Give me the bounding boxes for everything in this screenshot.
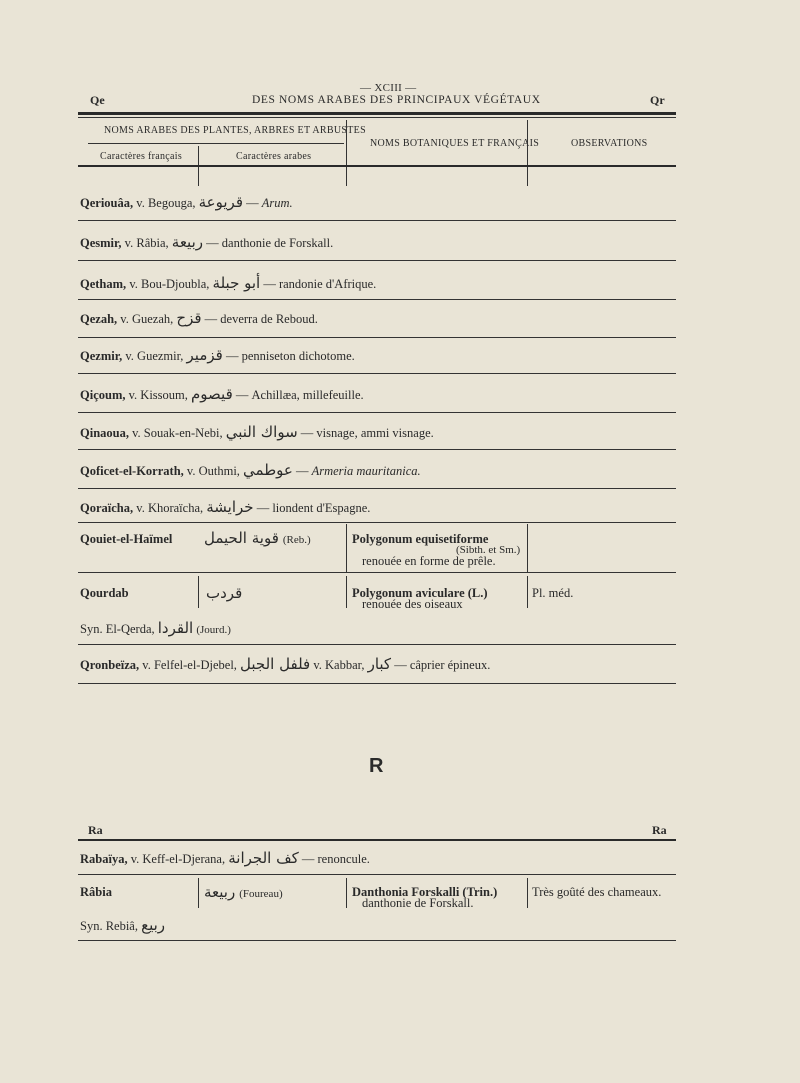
- entry-qetham: [80, 274, 376, 292]
- entry-french: — câprier épineux.: [394, 658, 491, 672]
- entry-rule: [78, 874, 676, 875]
- entry-arabic: ربيعة: [171, 233, 204, 251]
- col-head-observations: OBSERVATIONS: [571, 138, 648, 149]
- entry-rule: [78, 220, 676, 221]
- col-head-french-chars: Caractères français: [100, 151, 183, 162]
- entry-rule: [78, 299, 676, 300]
- entry-name: Qezmir,: [80, 349, 123, 363]
- entry-french: — renoncule.: [301, 852, 370, 866]
- entry-qezmir: [80, 346, 355, 364]
- col-head-arab-names: NOMS ARABES DES PLANTES, ARBRES ET ARBUSTES: [104, 125, 366, 136]
- entry-arabic: كف الجرانة: [228, 849, 299, 867]
- entry-arabic-cell: [204, 883, 283, 902]
- entry-ref: v. Râbia,: [124, 236, 169, 250]
- entry-ref: v. Kabbar,: [313, 658, 365, 672]
- entry-name: Qoficet-el-Korrath,: [80, 464, 184, 478]
- entry-arabic: قزح: [176, 309, 202, 327]
- entry-french: — Achillæa, millefeuille.: [235, 388, 364, 402]
- entry-french: renouée des oiseaux: [362, 597, 463, 611]
- synonym-source: (Jourd.): [196, 624, 231, 636]
- col-divider: [527, 120, 528, 186]
- entry-ref: v. Kissoum,: [128, 388, 188, 402]
- entry-arabic: أبو جبلة: [212, 274, 261, 292]
- synonym-arabic: القردا: [157, 619, 194, 637]
- entry-name: Râbia: [80, 885, 112, 899]
- entry-arabic: قريوعة: [198, 193, 243, 211]
- entry-source: (Reb.): [282, 534, 311, 546]
- entry-rule: [78, 488, 676, 489]
- entry-ref: v. Bou-Djoubla,: [129, 277, 210, 291]
- synonym-label: Syn. El-Qerda,: [80, 622, 155, 636]
- entry-arabic: قيصوم: [191, 385, 233, 403]
- entry-french: — randonie d'Afrique.: [263, 277, 377, 291]
- entry-name: Qinaoua,: [80, 426, 129, 440]
- entry-observation: Très goûté des chameaux.: [532, 885, 662, 899]
- entry-ref: v. Begouga,: [136, 196, 196, 210]
- entry-arabic: ربيعة: [204, 883, 236, 901]
- entry-name: Qoraïcha,: [80, 501, 134, 515]
- entry-name: Qiçoum,: [80, 388, 126, 402]
- entry-arabic-cell: [204, 529, 311, 548]
- entry-qesmir: [80, 233, 333, 251]
- synonym-arabic: ربيع: [141, 916, 166, 934]
- entry-qezah: [80, 309, 318, 327]
- entry-rabaiya: [80, 849, 370, 867]
- section-letter: R: [369, 755, 384, 777]
- entry-dash: —: [295, 464, 309, 478]
- entry-rule: [78, 522, 676, 523]
- entry-arabic: قردب: [206, 584, 243, 602]
- col-head-rule: [78, 165, 676, 167]
- entry-botanical-authority: (Sibth. et Sm.): [456, 544, 521, 556]
- entry-rule: [78, 572, 676, 573]
- entry-qoficet-el-korrath: [80, 461, 421, 479]
- entry-synonym: [80, 916, 165, 934]
- entry-source: (Foureau): [239, 888, 283, 900]
- entry-arabic: كبار: [367, 655, 392, 673]
- entry-rule: [78, 449, 676, 450]
- section-right-letters: Ra: [652, 823, 667, 837]
- entry-ref: v. Khoraïcha,: [136, 501, 204, 515]
- section-rule: [78, 839, 676, 841]
- col-divider: [346, 120, 347, 186]
- entry-arabic: سواك النبي: [225, 423, 298, 441]
- entry-dash: —: [246, 196, 259, 210]
- entry-french: renouée en forme de prêle.: [362, 554, 496, 568]
- entry-qinaoua: [80, 423, 434, 441]
- entry-synonym: [80, 619, 231, 637]
- entry-arabic: عوطمي: [243, 461, 293, 479]
- entry-rule: [78, 337, 676, 338]
- entry-botanical: Polygonum aviculare (L.): [352, 586, 488, 600]
- col-divider: [527, 524, 528, 572]
- entry-arabic: فلفل الجبل: [240, 655, 311, 673]
- entry-rule: [78, 940, 676, 941]
- entry-botanical: Polygonum equisetiforme: [352, 532, 489, 546]
- running-title: DES NOMS ARABES DES PRINCIPAUX VÉGÉTAUX: [252, 94, 541, 106]
- entry-rule: [78, 373, 676, 374]
- entry-qoraicha: [80, 498, 370, 516]
- entry-french: — danthonie de Forskall.: [206, 236, 334, 250]
- entry-arabic: قوية الحيمل: [204, 529, 279, 547]
- synonym-label: Syn. Rebiâ,: [80, 919, 138, 933]
- header-rule: [78, 112, 676, 115]
- entry-ref: v. Guezah,: [120, 312, 174, 326]
- col-head-divider: [88, 143, 344, 144]
- entry-ref: v. Felfel-el-Djebel,: [142, 658, 237, 672]
- entry-name: Qezah,: [80, 312, 118, 326]
- entry-rule: [78, 683, 676, 684]
- col-divider: [346, 524, 347, 572]
- entry-name: Qetham,: [80, 277, 127, 291]
- entry-french: — deverra de Reboud.: [204, 312, 318, 326]
- entry-arabic: قزمير: [186, 346, 223, 364]
- entry-qronbeiza: [80, 655, 490, 673]
- page-number: — XCIII —: [360, 82, 417, 94]
- entry-botanical: Danthonia Forskalli (Trin.): [352, 885, 498, 899]
- col-divider: [346, 878, 347, 908]
- header-left-letters: Qe: [90, 93, 105, 107]
- col-head-arabic-chars: Caractères arabes: [236, 151, 312, 162]
- col-divider: [198, 576, 199, 608]
- entry-french: Arum.: [261, 196, 293, 210]
- section-left-letters: Ra: [88, 823, 103, 837]
- entry-ref: v. Souak-en-Nebi,: [132, 426, 223, 440]
- entry-ref: v. Guezmir,: [125, 349, 184, 363]
- entry-arabic: خرايشة: [206, 498, 254, 516]
- entry-ref: v. Outhmi,: [186, 464, 240, 478]
- entry-ref: v. Keff-el-Djerana,: [130, 852, 226, 866]
- entry-name: Qeriouâa,: [80, 196, 134, 210]
- entry-name: Qouiet-el-Haïmel: [80, 532, 173, 546]
- col-divider: [346, 576, 347, 608]
- entry-french: — visnage, ammi visnage.: [300, 426, 434, 440]
- entry-qicoum: [80, 385, 364, 403]
- entry-rule: [78, 644, 676, 645]
- entry-french: — penniseton dichotome.: [225, 349, 355, 363]
- header-rule-thin: [78, 117, 676, 118]
- entry-qeriouaa: [80, 193, 293, 211]
- entry-name: Qourdab: [80, 586, 129, 600]
- entry-observation: Pl. méd.: [532, 586, 574, 600]
- entry-name: Qronbeïza,: [80, 658, 140, 672]
- entry-rule: [78, 412, 676, 413]
- entry-french: Armeria mauritanica.: [311, 464, 421, 478]
- header-right-letters: Qr: [650, 93, 665, 107]
- entry-french: danthonie de Forskall.: [362, 896, 474, 910]
- entry-name: Rabaïya,: [80, 852, 128, 866]
- col-divider: [527, 576, 528, 608]
- entry-french: — liondent d'Espagne.: [256, 501, 371, 515]
- col-divider: [198, 878, 199, 908]
- col-head-botanical: NOMS BOTANIQUES ET FRANÇAIS: [370, 138, 540, 149]
- col-divider: [527, 878, 528, 908]
- entry-rule: [78, 260, 676, 261]
- entry-name: Qesmir,: [80, 236, 122, 250]
